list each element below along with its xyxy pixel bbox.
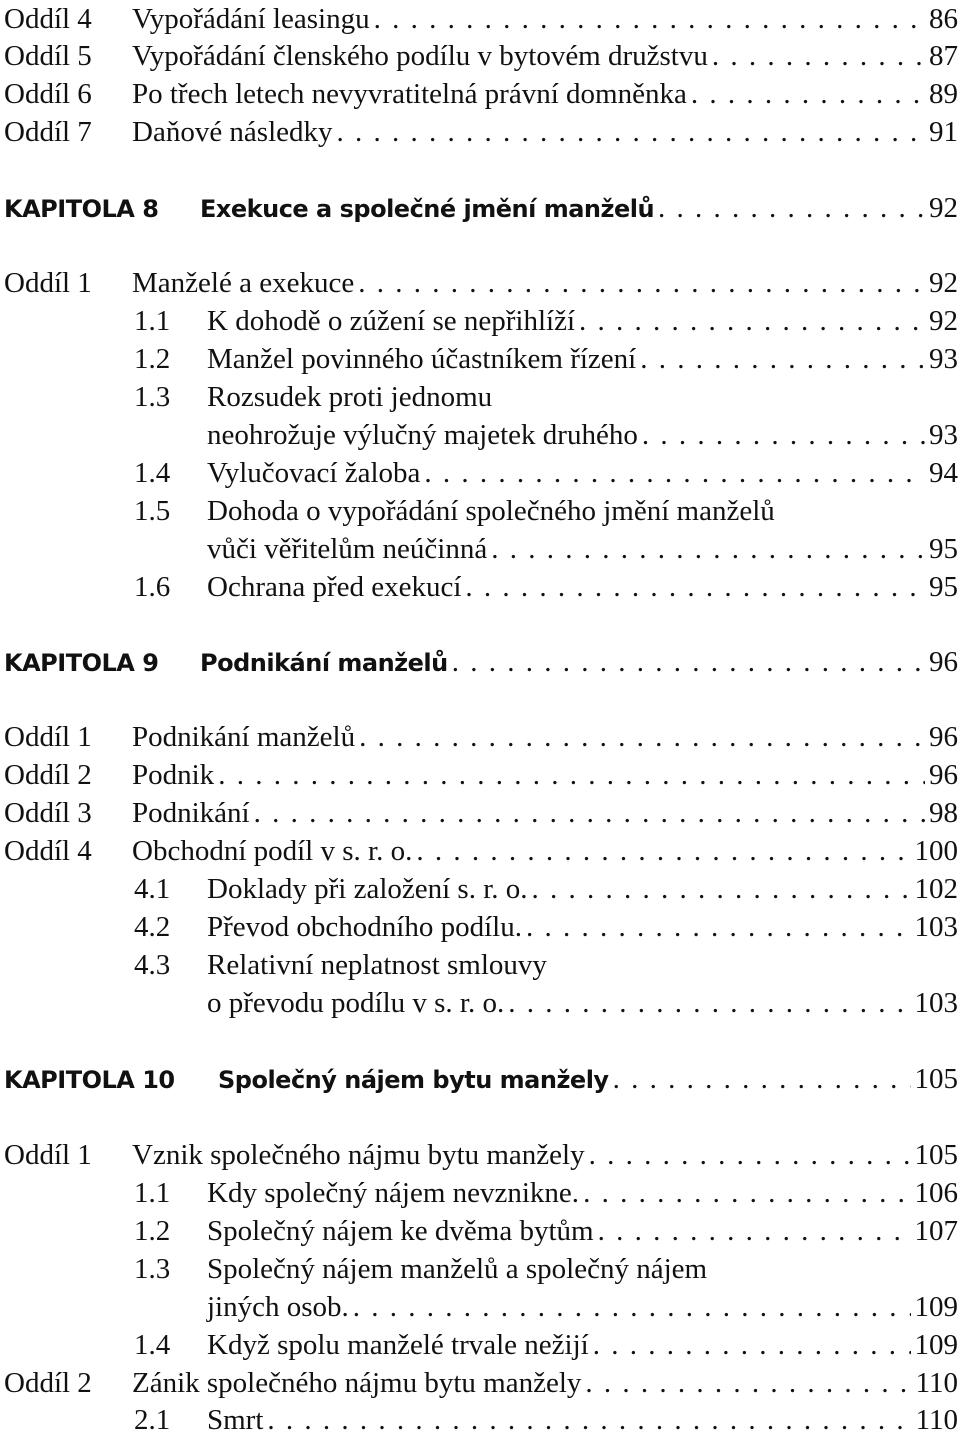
entry-title: Vypořádání členského podílu v bytovém družstvu — [132, 40, 708, 72]
entry-number: Oddíl 1 — [4, 1139, 92, 1171]
page-number: 89 — [929, 78, 958, 110]
entry-number: 4.3 — [134, 949, 171, 981]
entry-number: 1.1 — [134, 305, 171, 337]
entry-body — [207, 1174, 958, 1212]
section-entry — [4, 718, 958, 756]
page-number: 105 — [914, 1139, 958, 1171]
entry-body — [132, 832, 958, 870]
subsection-entry — [4, 1174, 958, 1212]
entry-number: 1.2 — [134, 1215, 171, 1247]
page-number: 92 — [929, 192, 958, 224]
page-number: 95 — [929, 571, 958, 603]
page-number: 109 — [914, 1329, 958, 1361]
entry-body — [207, 1401, 958, 1439]
subsection-entry — [4, 870, 958, 908]
entry-number: Oddíl 5 — [4, 40, 92, 72]
subsection-entry — [4, 1401, 958, 1439]
entry-number: Oddíl 2 — [4, 759, 92, 791]
entry-body — [207, 416, 958, 454]
section-entry — [4, 832, 958, 870]
entry-number: Oddíl 3 — [4, 797, 92, 829]
entry-body — [132, 37, 958, 75]
dot-leader — [613, 1060, 911, 1098]
section-entry — [4, 0, 958, 38]
dot-leader — [642, 416, 925, 454]
entry-number: Oddíl 7 — [4, 116, 92, 148]
dot-leader — [598, 1212, 911, 1250]
entry-body — [132, 0, 958, 38]
entry-number: 4.1 — [134, 873, 171, 905]
subsection-entry — [4, 908, 958, 946]
dot-leader — [337, 113, 925, 151]
subsection-entry — [4, 302, 958, 340]
entry-title: Kdy společný nájem nevznikne. — [207, 1177, 580, 1209]
entry-body — [207, 454, 958, 492]
entry-title: Vypořádání leasingu — [132, 3, 370, 35]
dot-leader — [416, 832, 910, 870]
entry-title: vůči věřitelům neúčinná — [207, 533, 488, 565]
entry-number: Oddíl 1 — [4, 721, 92, 753]
page-number: 100 — [914, 835, 958, 867]
section-entry — [4, 264, 958, 302]
page-number: 106 — [914, 1177, 958, 1209]
entry-number: Oddíl 6 — [4, 78, 92, 110]
section-entry — [4, 756, 958, 794]
entry-body — [207, 302, 958, 340]
dot-leader — [583, 1174, 910, 1212]
entry-continuation — [4, 416, 958, 454]
entry-number: Oddíl 2 — [4, 1367, 92, 1399]
section-entry — [4, 75, 958, 113]
dot-leader — [589, 1136, 911, 1174]
entry-title: Obchodní podíl v s. r. o. — [132, 835, 413, 867]
entry-title: Společný nájem manželů a společný nájem — [207, 1253, 708, 1285]
dot-leader — [658, 189, 925, 227]
entry-title: Společný nájem bytu manžely — [218, 1066, 609, 1094]
entry-body — [207, 946, 958, 984]
dot-leader — [254, 794, 925, 832]
page-number: 107 — [914, 1215, 958, 1247]
entry-title: Společný nájem ke dvěma bytům — [207, 1215, 594, 1247]
entry-number: 1.3 — [134, 381, 171, 413]
entry-continuation — [4, 1288, 958, 1326]
page-number: 87 — [929, 40, 958, 72]
entry-body — [207, 568, 958, 606]
dot-leader — [712, 37, 925, 75]
entry-body — [207, 870, 958, 908]
subsection-entry — [4, 1326, 958, 1364]
dot-leader — [452, 643, 925, 681]
chapter-entry — [4, 189, 958, 227]
page-number: 94 — [929, 457, 958, 489]
entry-title: Převod obchodního podílu. — [207, 911, 522, 943]
dot-leader — [585, 1364, 911, 1402]
dot-leader — [532, 870, 911, 908]
entry-body — [132, 794, 958, 832]
entry-title: Vylučovací žaloba — [207, 457, 421, 489]
dot-leader — [267, 1401, 911, 1439]
entry-body — [207, 378, 958, 416]
page-number: 93 — [929, 419, 958, 451]
entry-number: 1.4 — [134, 1329, 171, 1361]
entry-title: o převodu podílu v s. r. o. — [207, 987, 505, 1019]
section-entry — [4, 794, 958, 832]
dot-leader — [359, 718, 925, 756]
subsection-entry — [4, 946, 958, 984]
page-number: 102 — [914, 873, 958, 905]
entry-number: 4.2 — [134, 911, 171, 943]
entry-title: Zánik společného nájmu bytu manžely — [132, 1367, 582, 1399]
entry-continuation — [4, 530, 958, 568]
entry-body — [132, 75, 958, 113]
entry-number: 1.6 — [134, 571, 171, 603]
entry-title: Po třech letech nevyvratitelná právní domněnka — [132, 78, 687, 110]
entry-body — [132, 1136, 958, 1174]
page-number: 96 — [929, 646, 958, 678]
section-entry — [4, 1136, 958, 1174]
chapter-entry — [4, 1060, 958, 1098]
entry-number: 1.5 — [134, 495, 171, 527]
subsection-entry — [4, 1212, 958, 1250]
entry-body — [207, 1212, 958, 1250]
entry-title: jiných osob. — [207, 1291, 349, 1323]
dot-leader — [526, 908, 911, 946]
dot-leader — [424, 454, 925, 492]
entry-title: Podnikání manželů — [132, 721, 356, 753]
entry-body — [132, 718, 958, 756]
entry-number: Oddíl 4 — [4, 835, 92, 867]
page-number: 91 — [929, 116, 958, 148]
dot-leader — [465, 568, 925, 606]
entry-title: Exekuce a společné jmění manželů — [200, 195, 655, 223]
page-number: 109 — [914, 1291, 958, 1323]
dot-leader — [374, 0, 925, 38]
entry-number: Oddíl 1 — [4, 267, 92, 299]
subsection-entry — [4, 492, 958, 530]
dot-leader — [491, 530, 925, 568]
entry-body — [207, 1250, 958, 1288]
section-entry — [4, 37, 958, 75]
entry-title: Relativní neplatnost smlouvy — [207, 949, 547, 981]
entry-body — [200, 643, 958, 681]
entry-body — [207, 340, 958, 378]
entry-title: Dohoda o vypořádání společného jmění manželů — [207, 495, 775, 527]
entry-body — [207, 1326, 958, 1364]
entry-title: Manžel povinného účastníkem řízení — [207, 343, 637, 375]
dot-leader — [691, 75, 925, 113]
entry-number: 1.1 — [134, 1177, 171, 1209]
dot-leader — [353, 1288, 911, 1326]
page-number: 98 — [929, 797, 958, 829]
entry-body — [207, 908, 958, 946]
subsection-entry — [4, 568, 958, 606]
entry-number: KAPITOLA 8 — [4, 195, 159, 223]
dot-leader — [593, 1326, 911, 1364]
entry-body — [207, 492, 958, 530]
dot-leader — [508, 984, 910, 1022]
entry-title: Rozsudek proti jednomu — [207, 381, 493, 413]
page-number: 110 — [915, 1404, 958, 1436]
subsection-entry — [4, 1250, 958, 1288]
page-number: 92 — [929, 267, 958, 299]
page-number: 96 — [929, 721, 958, 753]
page-number: 103 — [914, 987, 958, 1019]
subsection-entry — [4, 340, 958, 378]
entry-continuation — [4, 984, 958, 1022]
entry-body — [207, 984, 958, 1022]
entry-body — [132, 113, 958, 151]
entry-title: Podnikání manželů — [200, 649, 448, 677]
entry-title: Smrt — [207, 1404, 264, 1436]
entry-body — [207, 530, 958, 568]
entry-body — [132, 1364, 958, 1402]
entry-body — [218, 1060, 958, 1098]
page-number: 105 — [914, 1063, 958, 1095]
subsection-entry — [4, 454, 958, 492]
dot-leader — [579, 302, 925, 340]
page-number: 93 — [929, 343, 958, 375]
entry-body — [132, 756, 958, 794]
page-number: 110 — [915, 1367, 958, 1399]
entry-number: 1.2 — [134, 343, 171, 375]
entry-number: KAPITOLA 10 — [4, 1066, 175, 1094]
dot-leader — [358, 264, 925, 302]
entry-number: 2.1 — [134, 1404, 171, 1436]
entry-number: KAPITOLA 9 — [4, 649, 159, 677]
page-number: 92 — [929, 305, 958, 337]
dot-leader — [640, 340, 925, 378]
chapter-entry — [4, 643, 958, 681]
subsection-entry — [4, 378, 958, 416]
entry-body — [207, 1288, 958, 1326]
entry-title: Vznik společného nájmu bytu manžely — [132, 1139, 585, 1171]
section-entry — [4, 113, 958, 151]
entry-title: K dohodě o zúžení se nepřihlíží — [207, 305, 576, 337]
dot-leader — [218, 756, 925, 794]
page-number: 95 — [929, 533, 958, 565]
page-number: 103 — [914, 911, 958, 943]
entry-number: 1.4 — [134, 457, 171, 489]
entry-title: Podnik — [132, 759, 215, 791]
entry-number: 1.3 — [134, 1253, 171, 1285]
entry-title: Ochrana před exekucí — [207, 571, 462, 603]
entry-title: Když spolu manželé trvale nežijí — [207, 1329, 589, 1361]
entry-title: Doklady při založení s. r. o. — [207, 873, 528, 905]
entry-title: Manželé a exekuce — [132, 267, 355, 299]
page-number: 86 — [929, 3, 958, 35]
entry-title: neohrožuje výlučný majetek druhého — [207, 419, 638, 451]
section-entry — [4, 1364, 958, 1402]
entry-number: Oddíl 4 — [4, 3, 92, 35]
entry-title: Podnikání — [132, 797, 250, 829]
entry-title: Daňové následky — [132, 116, 333, 148]
page-number: 96 — [929, 759, 958, 791]
entry-body — [200, 189, 958, 227]
entry-body — [132, 264, 958, 302]
